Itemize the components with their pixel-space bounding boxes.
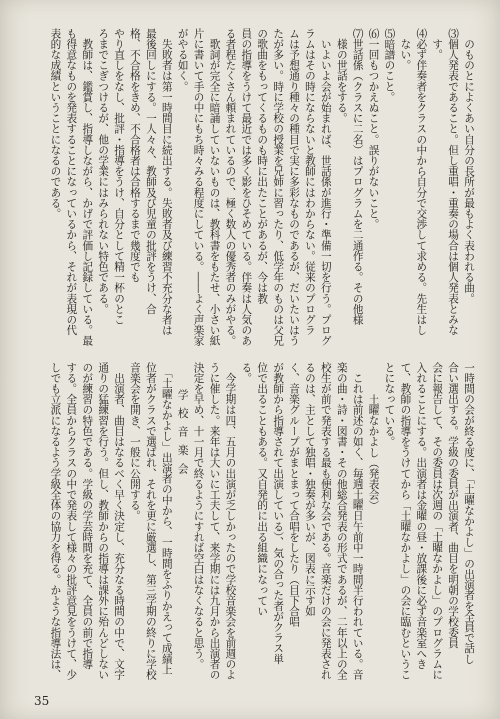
text-block-top xyxy=(44,28,476,352)
text-column: たが多い。時に学校の授業を兄姉に習ったり、低学年のものは父兄 xyxy=(272,28,285,346)
text-column: 最後回しにする。一人々々、教師及び児童の批評をうけ、合 xyxy=(144,28,157,315)
text-column: 片に書いて手の中にもち時々みる程度にしている。――よく声楽家 xyxy=(192,28,205,346)
text-column: 音楽会を開き、一般に公開する。 xyxy=(128,362,141,521)
text-column: のものとによくあい自分の長所が最もよく表われる曲。 xyxy=(463,28,475,304)
text-column: も得意なものを発表することになっているから、それが表現の代 xyxy=(65,28,78,336)
text-column: 位で出ることもある。又自発的に出る組織になってい xyxy=(256,362,269,617)
text-column: ムは予想通り種々の種目で実に多彩なものであるが、だいたいはう xyxy=(288,28,301,346)
text-column: 一時間の会が終る度に、「土曜なかよし」の出演者を全員で話し xyxy=(463,362,475,665)
text-column: とになっている。 xyxy=(383,362,396,447)
text-column: く、音楽グループがまとまって合唱をしたり（目下合唱 xyxy=(288,362,301,627)
text-column: る者程たくさん頼まれているので、極く数人の優秀者のみがやる。 xyxy=(224,28,237,346)
text-column: 通りの猛練習を行う。但し、教師からの指導は課外に殆んどしない xyxy=(97,362,110,680)
text-column: する。全員からクラスの中で発表して様々の批評意見をうけて、少 xyxy=(65,362,78,680)
text-column: て、教師の指導をうけてから「土曜なかよし」の会に臨むというこ xyxy=(399,362,412,680)
text-column: 合い選出する。学級の委員が出演者、曲目を明朝の学校委員 xyxy=(447,362,460,649)
text-column: 今学期は四、五月の出演が乏しかったので学校音楽会を前週のよ xyxy=(224,362,237,680)
text-column: ない。 xyxy=(399,28,412,71)
text-block-bottom xyxy=(44,362,476,686)
text-column: ⑶個人発表であること。但し重唱・重奏の場合は個人発表とみな xyxy=(447,28,460,336)
text-column: これは前述の如く、毎週土曜日午前中一時間半行われている。音 xyxy=(351,362,364,680)
text-column: がやる如く。 xyxy=(176,28,189,92)
text-column: ⑹一回もつかえぬこと。誤りがないこと。 xyxy=(367,28,380,230)
text-column: やり直しをなし、批評・指導をうけ、自分として精一杯のとこ xyxy=(113,28,126,325)
text-column: 校生が前で発表する最も便利な会である。音楽だけの会に発表され xyxy=(319,362,332,680)
text-column: ろまでこぎつけるが、他の学業にはみられない特色である。 xyxy=(97,28,110,315)
text-column: いよいよ会が始まれば、世話係が進行・準備一切を行う。プログ xyxy=(319,28,332,346)
text-column: 楽の曲・詩・図書・その他総合発表の形式であるが、二年以上の全 xyxy=(335,362,348,680)
text-column: 格、不合格をきめ、不合格者は合格するまで幾度でも xyxy=(128,28,141,283)
text-column: ⑺世話係（クラスに二名）はプログラムを二通作る。その他様 xyxy=(351,28,364,325)
text-column: ラムはその時にならないと教師にはわからない。従来のプログラ xyxy=(303,28,316,336)
text-column: す。 xyxy=(431,28,444,60)
text-column: 決定を早め、十一月で終るようにすれば空白はなくなると思う。 xyxy=(192,362,205,670)
text-column: ⑸暗譜のこと。 xyxy=(383,28,396,103)
text-column: しでも立派になるよう学級全体の協力を得る。かような指導法は、 xyxy=(49,362,62,680)
page-number: 35 xyxy=(34,694,50,708)
section-heading: 土曜なかよし（発表会） xyxy=(367,393,380,511)
text-column: うに催した。来年は大いに工夫して、来学期には九月から出演者の xyxy=(208,362,221,680)
text-column: るのは、主として独唱・独奏が多いが、図表に示す如 xyxy=(303,362,316,617)
text-column: 「土曜なかよし」出演者の中から、一時間をふりかえって成績上 xyxy=(160,362,173,675)
text-column: 失敗者は第一時間目に続出する。失敗者及び練習不充分な者は xyxy=(160,28,173,336)
text-column: 様の世話をする。 xyxy=(335,28,348,124)
text-column: 員の指導をうけて最近では多く影をひそめている。伴奏は人気のあ xyxy=(240,28,253,346)
text-column: る。 xyxy=(240,362,253,384)
text-column: ⑷必ず伴奏者をクラスの中から自分で交渉して求める。先生はし xyxy=(415,28,428,336)
text-column: のが練習の特色である。学級の学芸時間を充て、全員の前で指導 xyxy=(81,362,94,670)
text-column: 入れることにする。出演者は金曜の昼・放課後に必ず音楽室へき xyxy=(415,362,428,670)
section-heading: 学校音楽会 xyxy=(176,388,189,482)
text-column: 教師は、鑑賞し、指導しながら、かげで評価し記録している。最 xyxy=(81,28,94,346)
text-column: 位者がクラスで選ばれ、それを更に厳選し、第三学期の終りに学校 xyxy=(144,362,157,680)
text-column: 会に報告して、その委員は次週の「土曜なかよし」のプログラムに xyxy=(431,362,444,680)
text-column: 表的な成績ということになるのである。 xyxy=(49,28,62,219)
text-column: が教師から指導されて出演している）、気の合った者がクラス単 xyxy=(272,362,285,665)
text-column: 歌詞が完全に暗誦していないものは、教科書をもたせ、小さい紙 xyxy=(208,28,221,346)
text-column: 出演者、曲目はなるべく早く決定し、充分なる時間の中で、文字 xyxy=(113,362,126,680)
text-column: の歌曲をもってくるものも時に出たことがあるが、今は教 xyxy=(256,28,269,304)
